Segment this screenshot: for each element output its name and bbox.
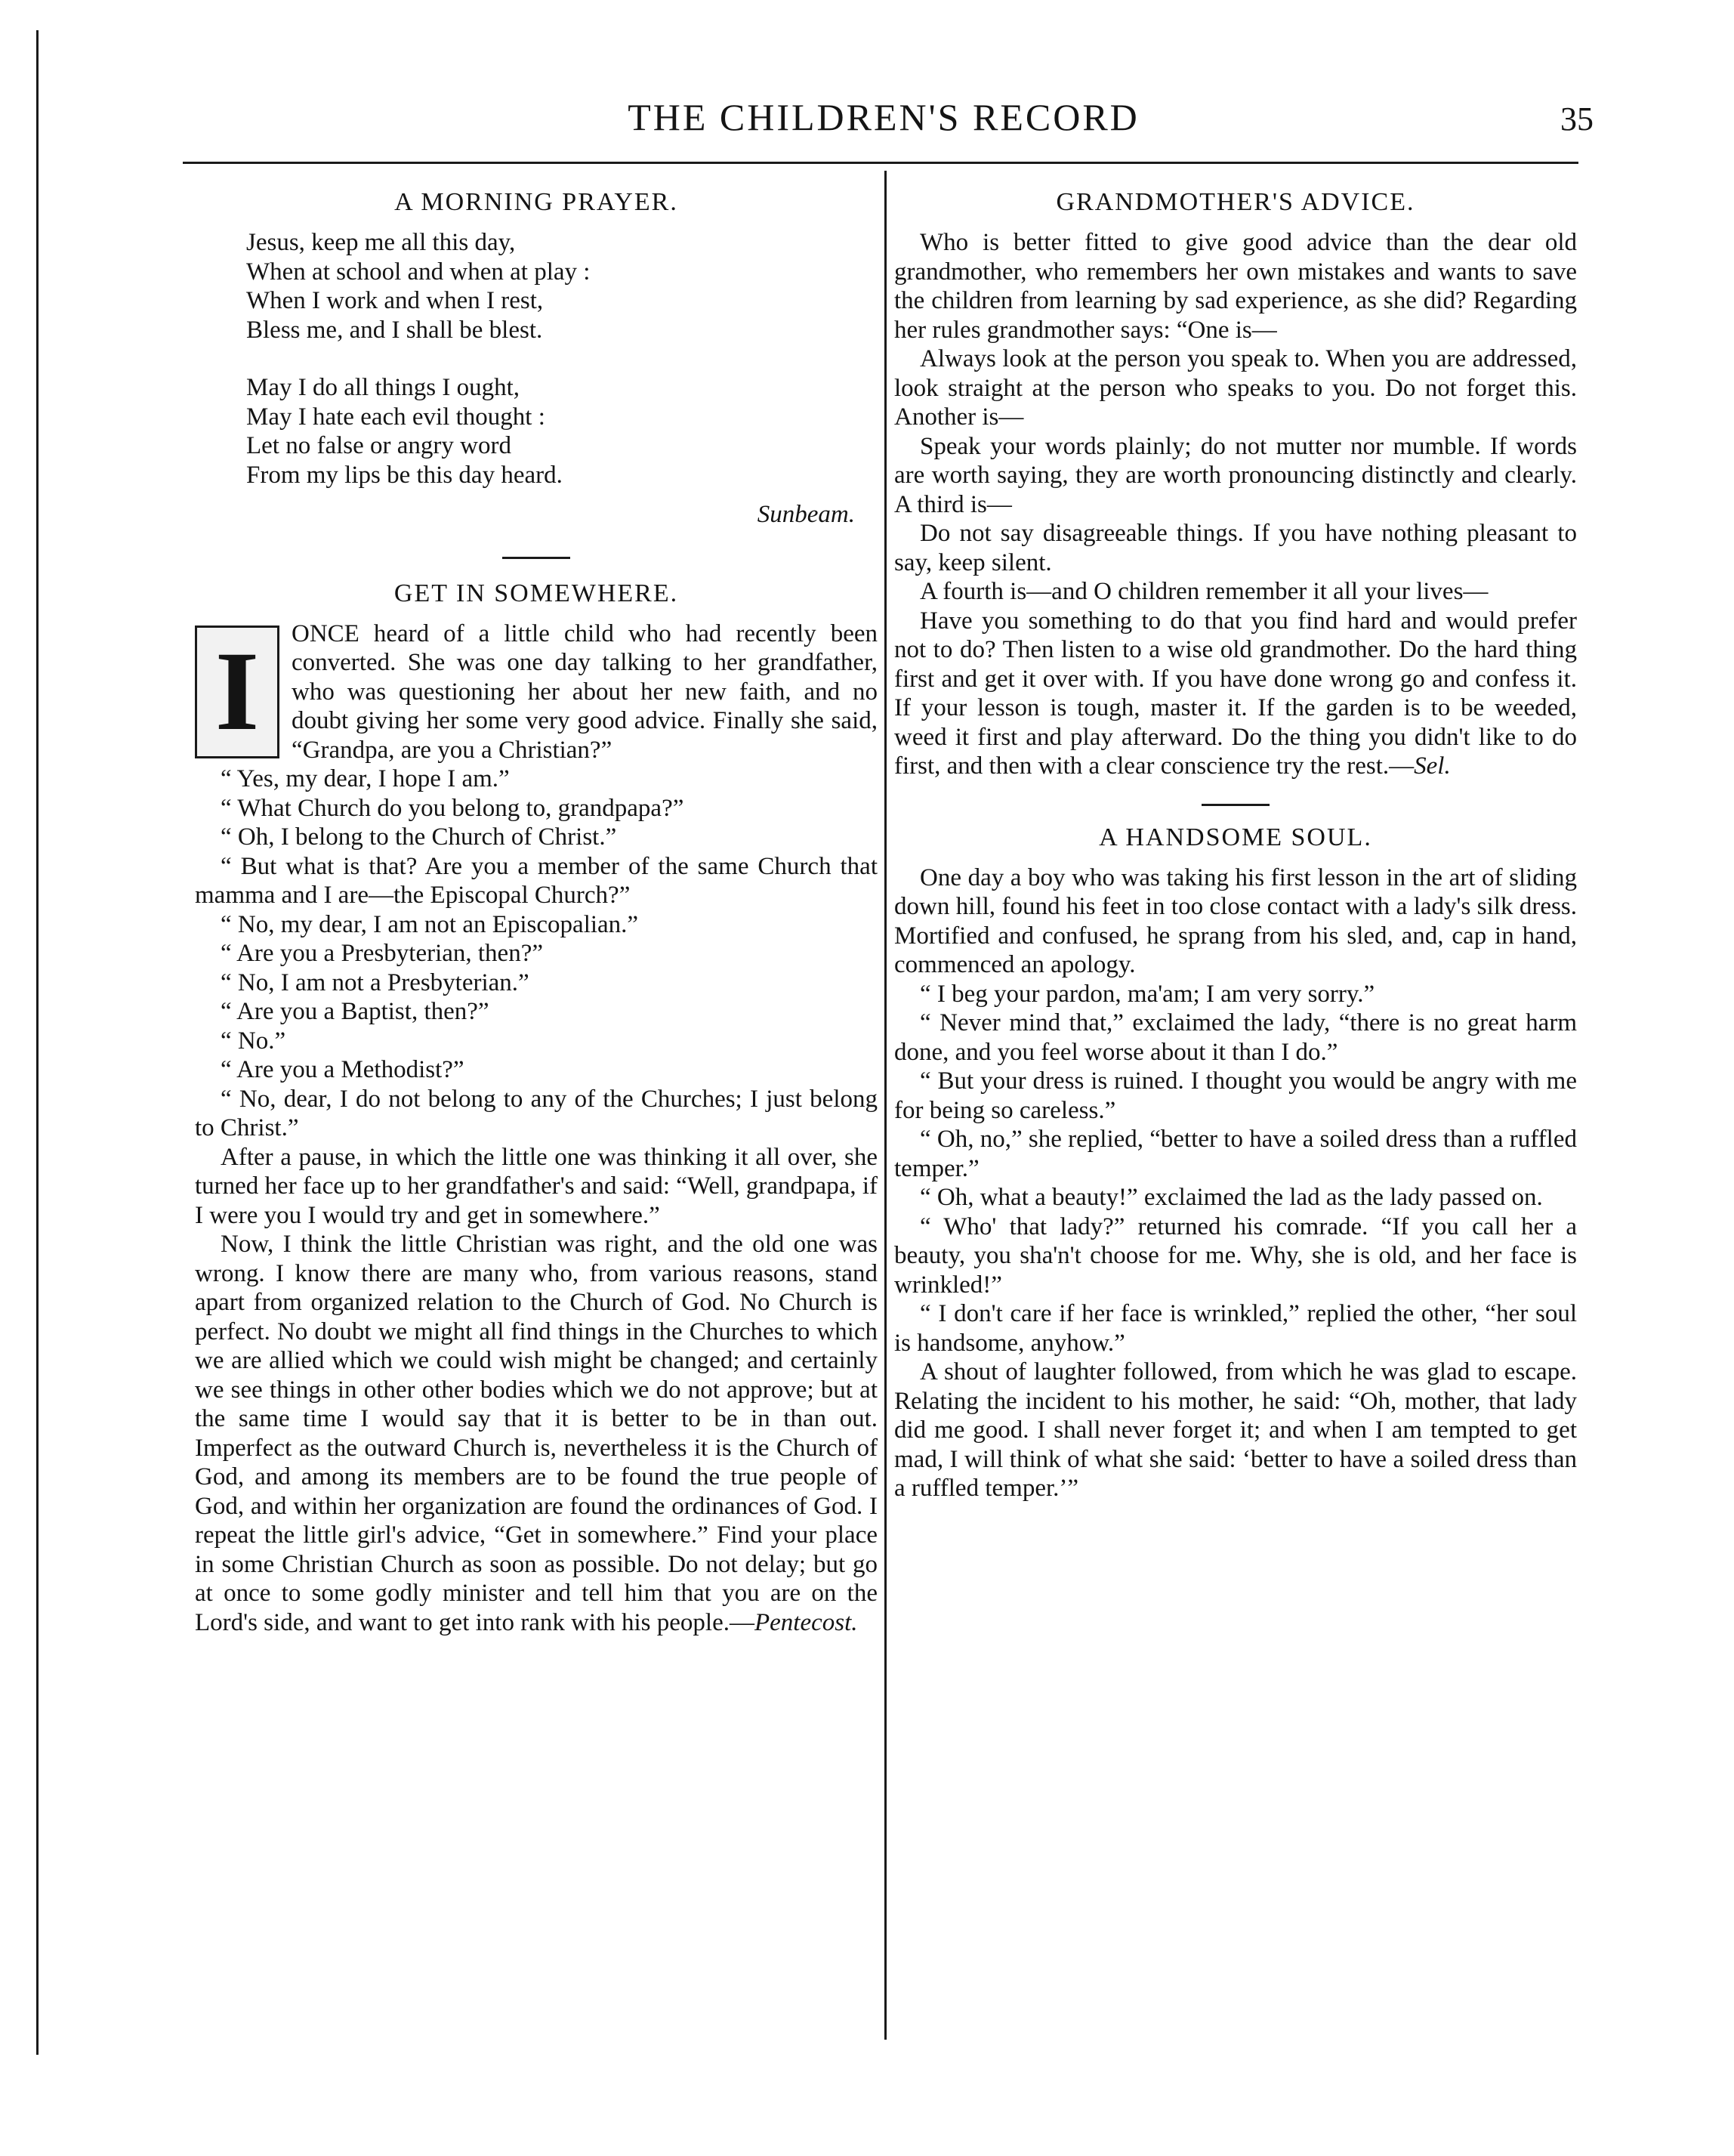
column-divider [884, 171, 887, 2040]
paragraph-text: Now, I think the little Christian was right, and the old one was wrong. I know there are many who, from various reasons, stand apart from organized relation to the Church of God. No Church is perfect. No doubt we might all find things in the Churches to which we are allied which we could wish might be changed; and certainly we see things in other other bodies which we do not approve; but at the same time I would say that it is better to be in than out. Imperfect as the outward Church is, nevertheless it is the Church of God, and among its members are to be found the true people of God, and within her organization are found the ordinances of God. I repeat the little girl's advice, “Get in somewhere.” Find your place in some Christian Church as soon as possible. Do not delay; but go at once to some godly minister and tell him that you are on the Lord's side, and want to get into rank with his people.— [195, 1231, 878, 1636]
source-attribution: Sel. [1414, 752, 1451, 780]
article-title: GET IN SOMEWHERE. [393, 579, 679, 607]
article-handsome-soul [894, 820, 1577, 1503]
decorative-drop-cap: I [195, 625, 279, 758]
article-get-in-somewhere [195, 576, 878, 1638]
source-attribution: Pentecost. [754, 1608, 858, 1636]
left-column [195, 184, 878, 1637]
paragraph: ONCE heard of a little child who had recently been converted. She was one day talking to her grandfather, who was questioning her about her new faith, and no doubt giving her some very good advice. Finally she said, “Grandpa, are you a Christian?” [292, 619, 878, 764]
poem-line: May I hate each evil thought : [246, 403, 545, 431]
dialogue-line: “ Are you a Presbyterian, then?” [221, 940, 544, 967]
paragraph [195, 1230, 878, 1637]
poem-line: Bless me, and I shall be blest. [246, 316, 543, 344]
paragraph: “ Who' that lady?” returned his comrade. “If you call her a beauty, you sha'n't choose for me. Why, she is old, and her face is wrinkled!” [894, 1212, 1577, 1299]
opening-paragraph [195, 619, 878, 765]
paragraph: “ But your dress is ruined. I thought you would be angry with me for being so careless.” [894, 1067, 1577, 1124]
page-number: 35 [1560, 100, 1594, 137]
poem-line: When I work and when I rest, [246, 287, 544, 314]
poem-stanza [246, 228, 878, 344]
poem-stanza [246, 373, 878, 490]
page-header [174, 89, 1594, 150]
dialogue-line: “ No, dear, I do not belong to any of the Churches; I just belong to Christ.” [195, 1085, 878, 1141]
article-title: A MORNING PRAYER. [394, 188, 678, 216]
paragraph: Do not say disagreeable things. If you have nothing pleasant to say, keep silent. [894, 520, 1577, 576]
article-morning-prayer [195, 184, 878, 530]
paragraph: A fourth is—and O children remember it all your lives— [920, 578, 1489, 605]
section-separator [1202, 804, 1270, 806]
dialogue-line: “ But what is that? Are you a member of the same Church that mamma and I are—the Episcopal Church?” [195, 852, 878, 909]
poem-attribution: Sunbeam. [757, 501, 855, 528]
right-column [894, 184, 1577, 1503]
paragraph: Speak your words plainly; do not mutter nor mumble. If words are worth saying, they are worth pronouncing distinctly and clearly. A third is— [894, 432, 1577, 518]
paragraph: Always look at the person you speak to. When you are addressed, look straight at the person who speaks to you. Do not forget this. Another is— [894, 345, 1577, 431]
paragraph: Who is better fitted to give good advice than the dear old grandmother, who remembers her own mistakes and wants to save the children from learning by sad experience, as she did? Regarding her rules grandmother says: “One is— [894, 229, 1577, 344]
dialogue-line: “ Oh, I belong to the Church of Christ.” [221, 823, 617, 851]
paragraph: “ Oh, no,” she replied, “better to have a soiled dress than a ruffled temper.” [894, 1126, 1577, 1182]
poem-line: Jesus, keep me all this day, [246, 229, 516, 256]
dialogue-line: “ No, my dear, I am not an Episcopalian.” [221, 910, 639, 938]
article-grandmothers-advice [894, 184, 1577, 781]
article-title: A HANDSOME SOUL. [1099, 823, 1372, 851]
poem-line: When at school and when at play : [246, 258, 591, 286]
paragraph: After a pause, in which the little one was thinking it all over, she turned her face up to her grandfather's and said: “Well, grandpapa, if I were you I would try and get in somewhere.” [195, 1143, 878, 1229]
poem-line: May I do all things I ought, [246, 374, 520, 401]
paragraph [894, 607, 1577, 781]
dialogue-line: “ Are you a Baptist, then?” [221, 998, 489, 1025]
header-rule [183, 162, 1578, 164]
poem-line: From my lips be this day heard. [246, 461, 563, 489]
paragraph: One day a boy who was taking his first lesson in the art of sliding down hill, found his feet in too close contact with a lady's silk dress. Mortified and confused, he sprang from his sled, and, cap in hand, commenced an apology. [894, 863, 1577, 978]
dialogue-line: “ Yes, my dear, I hope I am.” [221, 765, 510, 792]
paragraph: “ Never mind that,” exclaimed the lady, “there is no great harm done, and you feel worse about it than I do.” [894, 1009, 1577, 1066]
article-title: GRANDMOTHER'S ADVICE. [1056, 188, 1415, 216]
section-separator [502, 557, 570, 559]
dialogue-line: “ What Church do you belong to, grandpapa?” [221, 794, 684, 822]
running-title: THE CHILDREN'S RECORD [628, 96, 1140, 138]
paragraph: “ Oh, what a beauty!” exclaimed the lad as the lady passed on. [920, 1184, 1543, 1211]
left-margin-rule [36, 30, 39, 2055]
paragraph: “ I beg your pardon, ma'am; I am very sorry.” [920, 980, 1375, 1008]
poem [246, 228, 878, 490]
paragraph-text: Have you something to do that you find hard and would prefer not to do? Then listen to a wise old grandmother. Do the hard thing first and get it over with. If you have done wrong go and confess it. If your lesson is tough, master it. If the garden is to be weeded, weed it first and play afterward. Do the thing you didn't like to do first, and then with a clear conscience try the rest.— [894, 607, 1577, 780]
paragraph: “ I don't care if her face is wrinkled,” replied the other, “her soul is handsome, anyhow.” [894, 1300, 1577, 1357]
dialogue-line: “ Are you a Methodist?” [221, 1056, 464, 1083]
paragraph: A shout of laughter followed, from which he was glad to escape. Relating the incident to his mother, he said: “Oh, mother, that lady did me good. I shall never forget it; and when I am tempted to get mad, I will think of what she said: ‘better to have a soiled dress than a ruffled temper.’” [894, 1358, 1577, 1502]
poem-line: Let no false or angry word [246, 432, 511, 459]
dialogue-line: “ No.” [221, 1027, 286, 1055]
dialogue-line: “ No, I am not a Presbyterian.” [221, 968, 529, 996]
